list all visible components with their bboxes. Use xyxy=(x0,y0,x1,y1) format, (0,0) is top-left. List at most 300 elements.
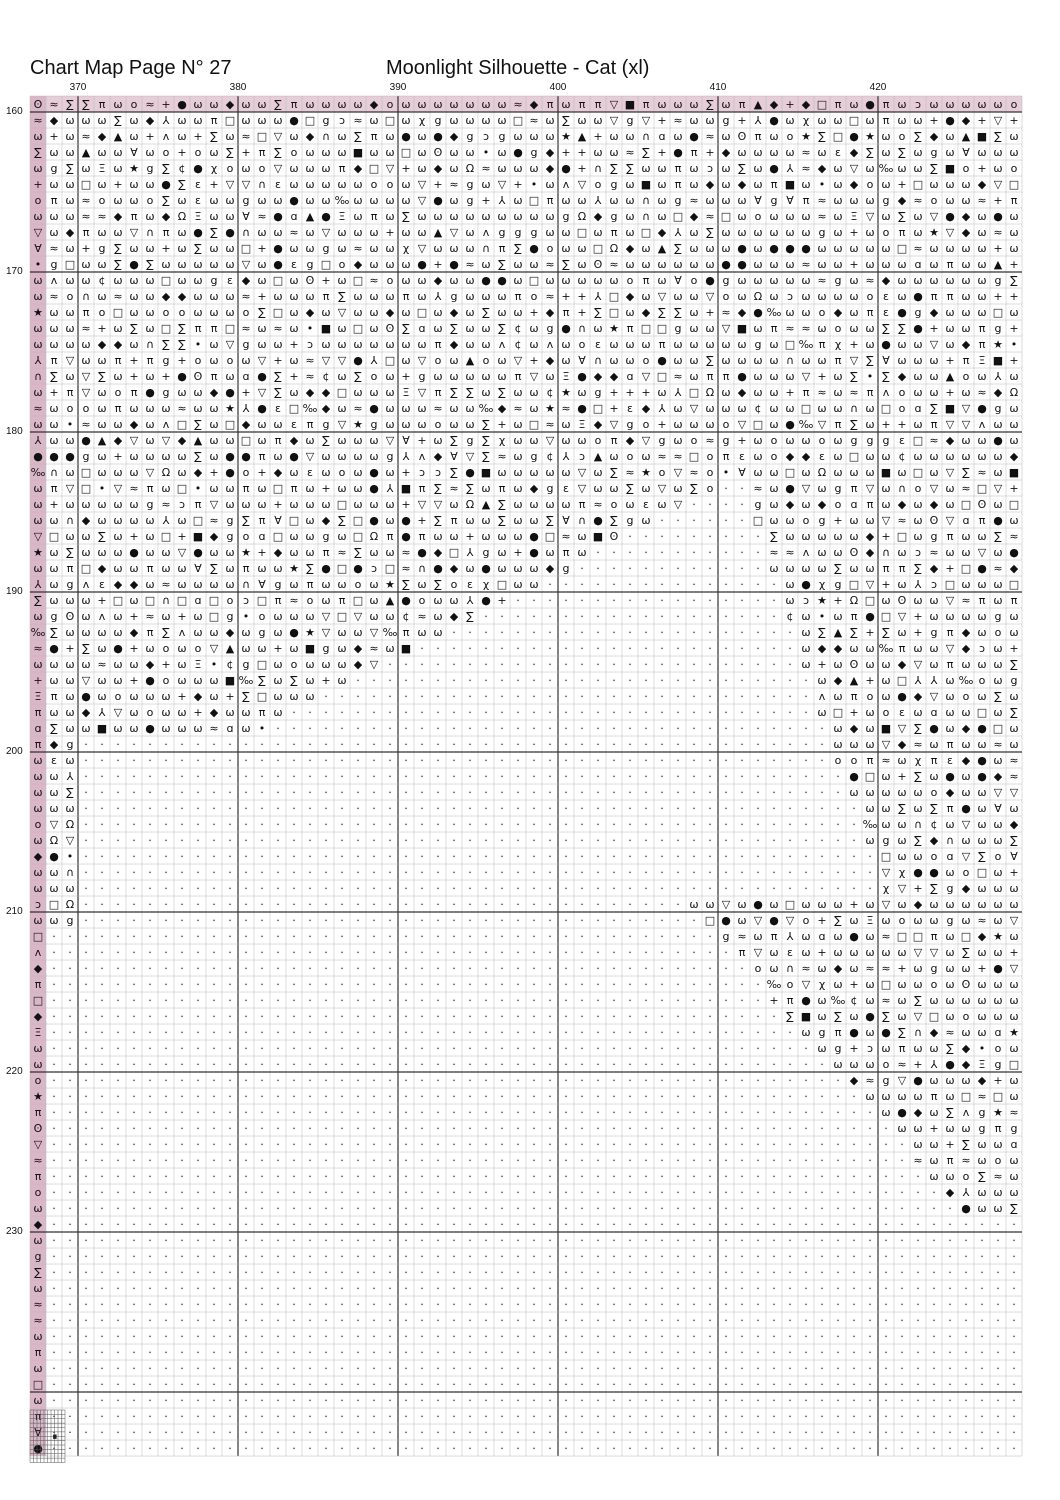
grid-symbol: ω xyxy=(49,578,58,591)
grid-symbol: ω xyxy=(865,1090,874,1103)
grid-symbol: ▽ xyxy=(322,626,331,639)
grid-symbol: · xyxy=(820,1266,824,1279)
grid-symbol: · xyxy=(52,1186,56,1199)
grid-symbol: · xyxy=(1012,1234,1016,1247)
grid-symbol: · xyxy=(260,1218,264,1231)
grid-symbol: ◆ xyxy=(978,930,987,943)
grid-symbol: · xyxy=(468,978,472,991)
grid-symbol: · xyxy=(580,1186,584,1199)
grid-symbol: ω xyxy=(769,210,778,223)
grid-symbol: □ xyxy=(33,930,43,943)
grid-symbol: · xyxy=(388,1010,392,1023)
grid-symbol: · xyxy=(788,1298,792,1311)
grid-symbol: χ xyxy=(915,754,922,767)
grid-symbol: ω xyxy=(273,194,282,207)
grid-symbol: ω xyxy=(241,642,250,655)
grid-symbol: · xyxy=(244,978,248,991)
grid-symbol: ʌ xyxy=(883,386,890,399)
grid-symbol: · xyxy=(308,1266,312,1279)
grid-symbol: · xyxy=(276,850,280,863)
grid-symbol: ● xyxy=(225,466,235,479)
grid-symbol: · xyxy=(580,1090,584,1103)
grid-symbol: ω xyxy=(561,354,570,367)
grid-symbol: ● xyxy=(81,690,91,703)
grid-symbol: · xyxy=(756,754,760,767)
grid-symbol: + xyxy=(737,434,746,447)
grid-symbol: · xyxy=(820,770,824,783)
grid-symbol: ω xyxy=(145,322,154,335)
grid-symbol: · xyxy=(228,962,232,975)
grid-symbol: · xyxy=(84,786,88,799)
grid-symbol: · xyxy=(756,530,760,543)
grid-symbol: □ xyxy=(337,386,347,399)
grid-symbol: ▽ xyxy=(946,226,955,239)
grid-symbol: ≈ xyxy=(801,162,810,175)
grid-symbol: · xyxy=(468,930,472,943)
grid-symbol: ω xyxy=(129,130,138,143)
grid-symbol: · xyxy=(884,1266,888,1279)
grid-symbol: · xyxy=(564,786,568,799)
grid-symbol: □ xyxy=(81,466,91,479)
grid-symbol: · xyxy=(660,1234,664,1247)
grid-symbol: ω xyxy=(529,338,538,351)
grid-symbol: ∑ xyxy=(66,786,74,799)
grid-symbol: ω xyxy=(913,498,922,511)
grid-symbol: g xyxy=(211,274,218,287)
grid-symbol: · xyxy=(772,1042,776,1055)
grid-symbol: · xyxy=(436,1218,440,1231)
grid-symbol: ● xyxy=(929,866,939,879)
grid-symbol: · xyxy=(740,802,744,815)
grid-symbol: ∑ xyxy=(962,946,970,959)
grid-symbol: · xyxy=(388,850,392,863)
grid-symbol: · xyxy=(260,1058,264,1071)
grid-symbol: g xyxy=(227,514,234,527)
grid-symbol: ω xyxy=(545,226,554,239)
grid-symbol: ω xyxy=(433,210,442,223)
grid-symbol: · xyxy=(100,818,104,831)
grid-symbol: + xyxy=(1009,946,1018,959)
grid-symbol: · xyxy=(612,1154,616,1167)
grid-symbol: ‰ xyxy=(879,642,894,655)
grid-symbol: o xyxy=(931,978,938,991)
grid-symbol: · xyxy=(516,1298,520,1311)
grid-symbol: ★ xyxy=(225,402,235,415)
grid-symbol: ▽ xyxy=(930,482,939,495)
grid-symbol: · xyxy=(452,834,456,847)
grid-symbol: □ xyxy=(881,850,891,863)
grid-symbol: ω xyxy=(129,562,138,575)
grid-symbol: ω xyxy=(737,338,746,351)
grid-symbol: · xyxy=(660,1362,664,1375)
grid-symbol: · xyxy=(516,1202,520,1215)
grid-symbol: ω xyxy=(881,146,890,159)
grid-symbol: χ xyxy=(803,114,810,127)
grid-symbol: · xyxy=(100,946,104,959)
grid-symbol: ∑ xyxy=(850,418,858,431)
grid-symbol: · xyxy=(276,1298,280,1311)
grid-symbol: · xyxy=(180,786,184,799)
grid-symbol: ◆ xyxy=(178,290,187,303)
grid-symbol: Ɐ xyxy=(258,578,266,591)
grid-symbol: · xyxy=(148,866,152,879)
grid-symbol: o xyxy=(899,914,906,927)
grid-symbol: ■ xyxy=(593,530,603,543)
grid-symbol: · xyxy=(276,1346,280,1359)
grid-symbol: ≈ xyxy=(145,610,154,623)
grid-symbol: ω xyxy=(913,850,922,863)
grid-symbol: · xyxy=(740,882,744,895)
grid-symbol: · xyxy=(468,1266,472,1279)
grid-symbol: ▽ xyxy=(66,354,75,367)
grid-symbol: · xyxy=(756,866,760,879)
grid-symbol: · xyxy=(580,1122,584,1135)
grid-symbol: · xyxy=(596,770,600,783)
grid-symbol: ω xyxy=(817,1010,826,1023)
grid-symbol: · xyxy=(580,1010,584,1023)
grid-symbol: · xyxy=(404,1218,408,1231)
grid-symbol: · xyxy=(164,882,168,895)
grid-symbol: ω xyxy=(881,658,890,671)
grid-symbol: g xyxy=(723,274,730,287)
grid-symbol: □ xyxy=(993,1090,1003,1103)
grid-symbol: + xyxy=(129,642,138,655)
grid-symbol: π xyxy=(563,306,570,319)
grid-symbol: · xyxy=(500,1266,504,1279)
grid-symbol: · xyxy=(420,898,424,911)
grid-symbol: ω xyxy=(929,274,938,287)
grid-symbol: ≈ xyxy=(657,450,666,463)
grid-symbol: ω xyxy=(609,338,618,351)
grid-symbol: ≈ xyxy=(529,114,538,127)
grid-symbol: □ xyxy=(849,114,859,127)
grid-symbol: ω xyxy=(513,466,522,479)
grid-symbol: ω xyxy=(769,146,778,159)
grid-symbol: ● xyxy=(481,274,491,287)
grid-symbol: □ xyxy=(257,130,267,143)
grid-symbol: ● xyxy=(977,722,987,735)
grid-symbol: · xyxy=(548,1058,552,1071)
grid-symbol: π xyxy=(595,98,602,111)
grid-symbol: ω xyxy=(401,418,410,431)
grid-symbol: ω xyxy=(49,882,58,895)
grid-symbol: ω xyxy=(305,434,314,447)
grid-symbol: · xyxy=(244,930,248,943)
grid-symbol: · xyxy=(676,1346,680,1359)
grid-symbol: π xyxy=(307,418,314,431)
grid-symbol: · xyxy=(756,738,760,751)
grid-symbol: · xyxy=(692,514,696,527)
grid-symbol: · xyxy=(340,1362,344,1375)
grid-symbol: ω xyxy=(481,114,490,127)
grid-symbol: ω xyxy=(209,578,218,591)
grid-symbol: ω xyxy=(961,194,970,207)
grid-symbol: g xyxy=(147,162,154,175)
grid-symbol: · xyxy=(804,1234,808,1247)
grid-symbol: ω xyxy=(897,114,906,127)
grid-symbol: ▲ xyxy=(98,434,107,447)
grid-symbol: · xyxy=(580,850,584,863)
grid-symbol: · xyxy=(132,1298,136,1311)
grid-symbol: ʘ xyxy=(610,530,619,543)
grid-symbol: · xyxy=(468,690,472,703)
grid-symbol: · xyxy=(772,866,776,879)
grid-symbol: ◆ xyxy=(962,754,971,767)
grid-symbol: · xyxy=(84,978,88,991)
grid-symbol: ω xyxy=(465,290,474,303)
grid-symbol: ω xyxy=(65,594,74,607)
grid-symbol: ω xyxy=(177,274,186,287)
grid-symbol: · xyxy=(148,1330,152,1343)
grid-symbol: · xyxy=(468,754,472,767)
grid-symbol: · xyxy=(740,738,744,751)
grid-symbol: · xyxy=(692,1010,696,1023)
grid-symbol: · xyxy=(388,1234,392,1247)
grid-symbol: · xyxy=(548,946,552,959)
grid-symbol: ≈ xyxy=(129,482,138,495)
grid-symbol: ω xyxy=(337,242,346,255)
grid-symbol: · xyxy=(644,930,648,943)
grid-symbol: · xyxy=(468,674,472,687)
grid-symbol: · xyxy=(708,770,712,783)
grid-symbol: · xyxy=(260,1282,264,1295)
grid-symbol: · xyxy=(308,1074,312,1087)
grid-symbol: · xyxy=(228,1298,232,1311)
grid-symbol: · xyxy=(324,1314,328,1327)
grid-symbol: ∑ xyxy=(898,1026,906,1039)
grid-symbol: · xyxy=(500,882,504,895)
grid-symbol: ▽ xyxy=(466,450,475,463)
grid-symbol: · xyxy=(116,754,120,767)
grid-symbol: · xyxy=(820,802,824,815)
grid-symbol: · xyxy=(84,1042,88,1055)
grid-symbol: □ xyxy=(897,930,907,943)
grid-symbol: ω xyxy=(289,242,298,255)
grid-symbol: · xyxy=(516,706,520,719)
grid-symbol: ω xyxy=(737,226,746,239)
grid-symbol: o xyxy=(979,674,986,687)
grid-symbol: ω xyxy=(81,594,90,607)
grid-symbol: · xyxy=(260,1090,264,1103)
grid-symbol: · xyxy=(564,1090,568,1103)
grid-symbol: ω xyxy=(945,450,954,463)
grid-symbol: · xyxy=(308,962,312,975)
grid-symbol: o xyxy=(35,194,42,207)
grid-symbol: ¢ xyxy=(547,450,554,463)
grid-symbol: · xyxy=(548,610,552,623)
grid-symbol: · xyxy=(868,1346,872,1359)
grid-symbol: ω xyxy=(913,1122,922,1135)
grid-symbol: · xyxy=(292,1234,296,1247)
grid-symbol: · xyxy=(292,1202,296,1215)
grid-symbol: · xyxy=(708,1346,712,1359)
grid-symbol: · xyxy=(804,1074,808,1087)
grid-symbol: ω xyxy=(961,786,970,799)
grid-symbol: · xyxy=(548,1042,552,1055)
grid-symbol: ω xyxy=(721,386,730,399)
grid-symbol: · xyxy=(244,994,248,1007)
grid-symbol: · xyxy=(180,818,184,831)
grid-symbol: · xyxy=(676,1186,680,1199)
grid-symbol: · xyxy=(884,1154,888,1167)
grid-symbol: ω xyxy=(961,322,970,335)
grid-symbol: · xyxy=(836,1250,840,1263)
grid-symbol: ● xyxy=(945,1058,955,1071)
grid-symbol: ∑ xyxy=(194,450,202,463)
grid-symbol: · xyxy=(532,866,536,879)
grid-symbol: · xyxy=(324,1138,328,1151)
grid-symbol: ω xyxy=(577,274,586,287)
grid-symbol: · xyxy=(260,1138,264,1151)
grid-symbol: □ xyxy=(337,498,347,511)
grid-symbol: ω xyxy=(961,1074,970,1087)
grid-symbol: ω xyxy=(129,658,138,671)
grid-symbol: ★ xyxy=(561,386,571,399)
grid-symbol: ω xyxy=(625,194,634,207)
grid-symbol: · xyxy=(484,1122,488,1135)
grid-symbol: · xyxy=(932,1266,936,1279)
grid-symbol: ω xyxy=(833,114,842,127)
grid-symbol: · xyxy=(132,1026,136,1039)
grid-symbol: · xyxy=(436,1234,440,1247)
grid-symbol: ω xyxy=(609,482,618,495)
grid-symbol: · xyxy=(516,1314,520,1327)
grid-symbol: ▽ xyxy=(178,546,187,559)
grid-symbol: ● xyxy=(913,1074,923,1087)
grid-symbol: ■ xyxy=(353,146,363,159)
grid-symbol: · xyxy=(660,1298,664,1311)
grid-symbol: ∑ xyxy=(34,1266,42,1279)
grid-symbol: ω xyxy=(737,194,746,207)
grid-symbol: · xyxy=(292,1362,296,1375)
grid-symbol: · xyxy=(452,850,456,863)
grid-symbol: ω xyxy=(945,898,954,911)
grid-symbol: · xyxy=(548,834,552,847)
grid-symbol: · xyxy=(532,1058,536,1071)
grid-symbol: ω xyxy=(881,258,890,271)
grid-symbol: ω xyxy=(209,290,218,303)
grid-symbol: ⅄ xyxy=(435,290,442,303)
grid-symbol: · xyxy=(740,722,744,735)
grid-symbol: · xyxy=(292,1010,296,1023)
grid-symbol: ω xyxy=(833,434,842,447)
grid-symbol: ▽ xyxy=(882,866,891,879)
grid-symbol: π xyxy=(435,338,442,351)
grid-symbol: ◆ xyxy=(722,146,731,159)
grid-symbol: ▽ xyxy=(322,610,331,623)
grid-symbol: ¢ xyxy=(851,994,858,1007)
grid-symbol: · xyxy=(276,818,280,831)
grid-symbol: · xyxy=(52,946,56,959)
grid-symbol: · xyxy=(756,770,760,783)
grid-symbol: · xyxy=(212,1186,216,1199)
grid-symbol: · xyxy=(164,1106,168,1119)
grid-symbol: ω xyxy=(737,354,746,367)
grid-symbol: · xyxy=(164,802,168,815)
grid-symbol: ▽ xyxy=(930,690,939,703)
grid-symbol: · xyxy=(660,530,664,543)
grid-symbol: · xyxy=(404,978,408,991)
grid-symbol: · xyxy=(452,1122,456,1135)
grid-symbol: ω xyxy=(833,258,842,271)
grid-symbol: ★ xyxy=(385,578,395,591)
grid-symbol: + xyxy=(737,114,746,127)
grid-symbol: · xyxy=(708,1314,712,1327)
grid-symbol: ↄ xyxy=(307,338,313,351)
grid-symbol: · xyxy=(644,546,648,559)
grid-symbol: + xyxy=(97,322,106,335)
grid-symbol: · xyxy=(148,882,152,895)
grid-symbol: ▽ xyxy=(802,370,811,383)
grid-symbol: □ xyxy=(513,114,523,127)
grid-symbol: ω xyxy=(449,274,458,287)
grid-symbol: ω xyxy=(113,274,122,287)
grid-symbol: ω xyxy=(1009,242,1018,255)
grid-symbol: · xyxy=(628,1250,632,1263)
grid-symbol: · xyxy=(740,1154,744,1167)
grid-symbol: ω xyxy=(81,546,90,559)
grid-symbol: · xyxy=(292,1122,296,1135)
grid-symbol: ω xyxy=(145,434,154,447)
grid-symbol: · xyxy=(516,1282,520,1295)
grid-symbol: ω xyxy=(657,498,666,511)
grid-symbol: ▽ xyxy=(610,98,619,111)
grid-symbol: ∑ xyxy=(434,514,442,527)
grid-symbol: □ xyxy=(353,594,363,607)
grid-symbol: · xyxy=(692,1042,696,1055)
grid-symbol: ◆ xyxy=(98,338,107,351)
grid-symbol: ω xyxy=(465,338,474,351)
grid-symbol: · xyxy=(660,1026,664,1039)
grid-symbol: ω xyxy=(321,498,330,511)
grid-symbol: · xyxy=(948,1314,952,1327)
grid-symbol: · xyxy=(644,1074,648,1087)
grid-symbol: · xyxy=(596,1234,600,1247)
grid-symbol: · xyxy=(436,1314,440,1327)
grid-symbol: · xyxy=(116,866,120,879)
grid-symbol: ω xyxy=(881,674,890,687)
grid-symbol: π xyxy=(35,1106,42,1119)
grid-symbol: · xyxy=(292,1170,296,1183)
grid-symbol: · xyxy=(724,658,728,671)
grid-symbol: · xyxy=(436,1250,440,1263)
grid-symbol: ▽ xyxy=(898,1074,907,1087)
grid-symbol: ▽ xyxy=(34,226,43,239)
grid-symbol: ∩ xyxy=(786,354,794,367)
grid-symbol: + xyxy=(289,338,298,351)
grid-symbol: · xyxy=(372,1138,376,1151)
grid-symbol: ω xyxy=(449,530,458,543)
grid-symbol: Ω xyxy=(850,594,858,607)
grid-symbol: · xyxy=(772,1298,776,1311)
grid-symbol: ∑ xyxy=(66,546,74,559)
grid-symbol: · xyxy=(708,546,712,559)
grid-symbol: ∑ xyxy=(498,258,506,271)
grid-symbol: · xyxy=(724,1250,728,1263)
grid-symbol: ω xyxy=(961,770,970,783)
grid-symbol: ▲ xyxy=(994,258,1003,271)
grid-symbol: ω xyxy=(961,290,970,303)
grid-symbol: ω xyxy=(689,178,698,191)
grid-symbol: · xyxy=(452,738,456,751)
grid-symbol: ∑ xyxy=(882,626,890,639)
grid-symbol: ω xyxy=(961,610,970,623)
grid-symbol: g xyxy=(83,450,90,463)
grid-symbol: · xyxy=(324,930,328,943)
grid-symbol: · xyxy=(244,1154,248,1167)
grid-symbol: ω xyxy=(337,626,346,639)
grid-symbol: · xyxy=(564,802,568,815)
